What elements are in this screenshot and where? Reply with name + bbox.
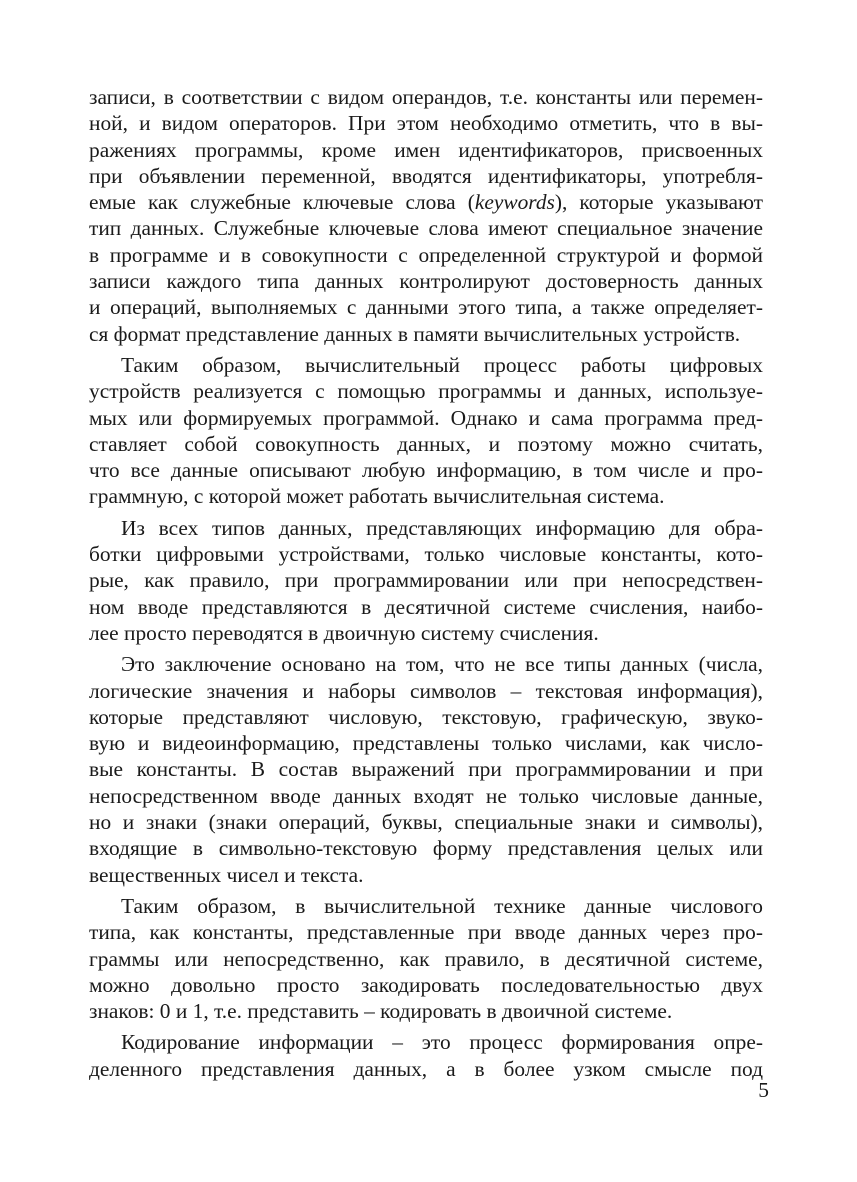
text-line: что все данные описывают любую информацию, в том числе и про- [89,458,763,483]
text-line: непосредственном вводе данных входят не только числовые данные, [89,783,763,808]
paragraph-6 [89,1029,763,1082]
paragraph-2 [89,352,763,510]
text-line: устройств реализуется с помощью программы и данных, используе- [89,379,763,404]
text-segment: ), которые указывают [554,190,764,215]
text-line: логические значения и наборы символов – текстовая информация), [89,678,763,703]
text-line: но и знаки (знаки операций, буквы, специальные знаки и символы), [89,810,763,835]
text-line: в программе и в совокупности с определенной структурой и формой [89,242,763,267]
text-line: граммную, с которой может работать вычислительная система. [89,484,665,509]
text-line: знаков: 0 и 1, т.е. представить – кодировать в двоичной системе. [89,999,673,1024]
text-line: вую и видеоинформацию, представлены только числами, как число- [89,731,763,756]
text-line: вещественных чисел и текста. [89,862,364,887]
text-line: вые константы. В состав выражений при программировании и при [89,757,763,782]
text-line: записи, в соответствии с видом операндов, т.е. константы или перемен- [89,85,763,109]
text-line: ражениях программы, кроме имен идентификаторов, присвоенных [89,137,763,162]
text-line: ботки цифровыми устройствами, только числовые константы, кото- [89,542,763,567]
text-line: Таким образом, вычислительный процесс работы цифровых [121,352,763,377]
keywords-term: keywords [474,190,555,215]
text-line: ном вводе представляются в десятичной системе счисления, наибо- [89,594,763,619]
text-line: деленного представления данных, а в более узком смысле под [89,1056,763,1081]
text-segment: емые как служебные ключевые слова ( [89,190,475,215]
text-line: ной, и видом операторов. При этом необходимо отметить, что в вы- [89,111,763,136]
text-line: которые представляют числовую, текстовую, графическую, звуко- [89,704,763,729]
text-line: мых или формируемых программой. Однако и сама программа пред- [89,405,763,430]
text-line: лее просто переводятся в двоичную систему счисления. [89,620,599,645]
text-line: тип данных. Служебные ключевые слова имеют специальное значение [89,216,763,241]
text-line [89,189,763,215]
paragraph-1 [89,84,763,347]
text-line: и операций, выполняемых с данными этого типа, а также определяет- [89,295,763,320]
paragraph-3 [89,515,763,646]
text-line: входящие в символьно-текстовую форму представления целых или [89,836,763,861]
text-line: граммы или непосредственно, как правило, в десятичной системе, [89,946,763,971]
text-line: записи каждого типа данных контролируют достоверность данных [89,269,763,294]
text-line: Таким образом, в вычислительной технике данные числового [121,893,763,918]
paragraph-5 [89,893,763,1024]
text-line: Из всех типов данных, представляющих информацию для обра- [121,515,763,540]
text-line: ся формат представление данных в памяти вычислительных устройств. [89,321,741,346]
text-line: ставляет собой совокупность данных, и поэтому можно считать, [89,431,763,456]
text-line: можно довольно просто закодировать последовательностью двух [89,972,763,997]
paragraph-4 [89,651,763,888]
page-number: 5 [758,1078,769,1102]
text-line: рые, как правило, при программировании или при непосредствен- [89,568,763,593]
text-line: Это заключение основано на том, что не все типы данных (числа, [121,652,763,677]
text-line: при объявлении переменной, вводятся идентификаторы, употребля- [89,163,763,188]
text-line: типа, как константы, представленные при вводе данных через про- [89,920,763,945]
text-line: Кодирование информации – это процесс формирования опре- [121,1030,763,1055]
page-body [89,84,763,1082]
